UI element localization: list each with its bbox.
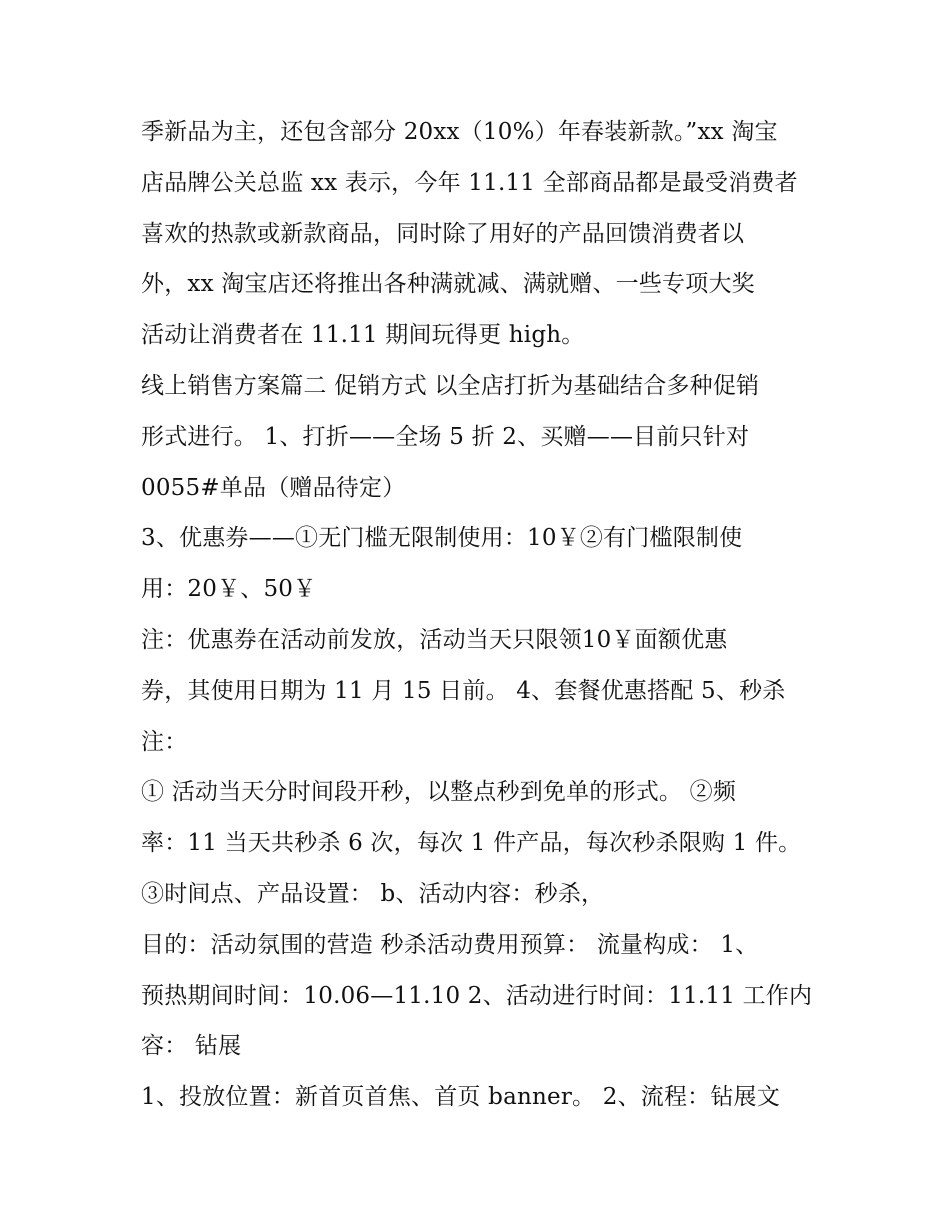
text-line: 预热期间时间：10.06—11.10 2、活动进行时间：11.11 工作内 xyxy=(141,982,813,1009)
text-line: 季新品为主，还包含部分 20xx（10%）年春装新款。”xx 淘宝 xyxy=(141,119,778,145)
text-line: 注： xyxy=(141,728,188,755)
text-line: 3、优惠券——①无门槛无限制使用：10￥②有门槛限制使 xyxy=(141,525,743,552)
text-line: 1、投放位置：新首页首焦、首页 banner。 2、流程：钻展文 xyxy=(141,1084,780,1111)
text-line: 线上销售方案篇二 促销方式 以全店打折为基础结合多种促销 xyxy=(141,372,760,399)
text-line: 活动让消费者在 11.11 期间玩得更 high。 xyxy=(141,322,585,349)
text-line: 0055#单品（赠品待定） xyxy=(141,474,406,501)
text-line: 注：优惠券在活动前发放，活动当天只限领10￥面额优惠 xyxy=(141,626,728,653)
text-line: 用：20￥、50￥ xyxy=(141,576,317,603)
text-line: 目的：活动氛围的营造 秒杀活动费用预算： 流量构成： 1、 xyxy=(141,931,759,958)
text-line: ① 活动当天分时间段开秒，以整点秒到免单的形式。 ②频 xyxy=(141,779,737,806)
text-line: 喜欢的热款或新款商品，同时除了用好的产品回馈消费者以 xyxy=(141,220,745,247)
document-body xyxy=(141,107,821,1123)
text-line: 容： 钻展 xyxy=(141,1033,242,1060)
text-line: 店品牌公关总监 xx 表示，今年 11.11 全部商品都是最受消费者 xyxy=(141,169,798,196)
text-line: 券，其使用日期为 11 月 15 日前。 4、套餐优惠搭配 5、秒杀 xyxy=(141,677,786,704)
text-line: 率：11 当天共秒杀 6 次，每次 1 件产品，每次秒杀限购 1 件。 xyxy=(141,830,802,857)
text-line: 形式进行。 1、打折——全场 5 折 2、买赠——目前只针对 xyxy=(141,423,750,450)
text-line: ③时间点、产品设置： b、活动内容：秒杀， xyxy=(141,880,605,907)
text-line: 外，xx 淘宝店还将推出各种满就减、满就赠、一些专项大奖 xyxy=(141,271,755,298)
